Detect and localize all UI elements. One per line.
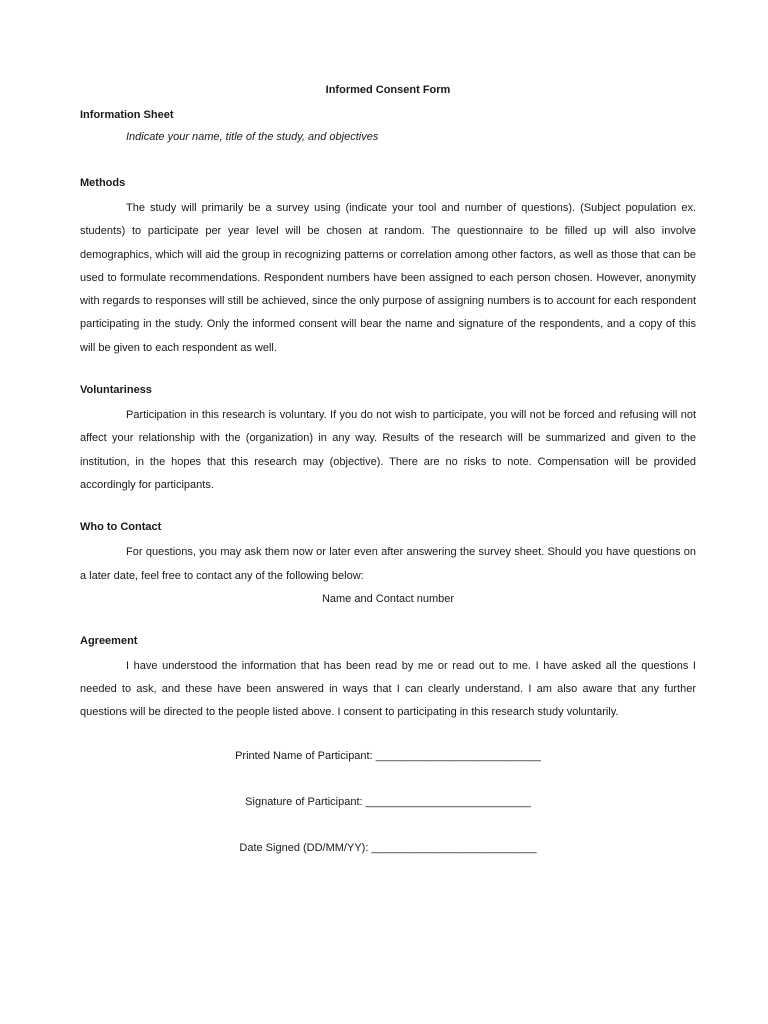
agreement-section xyxy=(80,634,696,725)
who-to-contact-heading: Who to Contact xyxy=(80,521,162,534)
voluntariness-heading: Voluntariness xyxy=(80,384,152,397)
date-signed-field[interactable]: Date Signed (DD/MM/YY): ___________________________ xyxy=(239,841,537,854)
methods-heading: Methods xyxy=(80,177,126,189)
section-spacer xyxy=(80,497,696,520)
methods-section xyxy=(80,176,696,360)
printed-name-field[interactable]: Printed Name of Participant: ___________________________ xyxy=(235,749,541,762)
agreement-heading: Agreement xyxy=(80,634,138,647)
contact-info-line: Name and Contact number xyxy=(321,592,455,605)
signature-field[interactable]: Signature of Participant: ___________________________ xyxy=(245,795,531,808)
section-spacer xyxy=(80,360,696,383)
signature-block xyxy=(80,749,696,855)
agreement-paragraph: I have understood the information that has been read by me or read out to me. I have asked all the questions I needed to ask, and these have been answered in ways that I can clearly understand. I am also aware that any further questions will be directed to the people listed above. I consent to participating in this research study voluntarily. xyxy=(80,659,696,719)
who-to-contact-section xyxy=(80,520,696,611)
information-sheet-section xyxy=(80,108,696,144)
information-sheet-heading: Information Sheet xyxy=(80,109,174,121)
who-to-contact-paragraph: For questions, you may ask them now or later even after answering the survey sheet. Should you have questions on a later date, feel free to contact any of the following below: xyxy=(80,546,696,582)
voluntariness-paragraph: Participation in this research is voluntary. If you do not wish to participate, you will not be forced and refusing will not affect your relationship with the (organization) in any way. Results of the research will be summarized and given to the institution, in the hopes that this research may (objective). There are no risks to note. Compensation will be provided accordingly for participants. xyxy=(80,409,696,491)
methods-paragraph: The study will primarily be a survey using (indicate your tool and number of questions). (Subject population ex. students) to participate per year level will be chosen at random. The questionnaire to be filled up will also involve demographics, which will aid the group in recognizing patterns or correlation among other factors, as well as those that can be used to formulate recommendations. Respondent numbers have been assigned to each person chosen. However, anonymity with regards to responses will still be achieved, since the only purpose of assigning numbers is to account for each respondent participating in the study. Only the informed consent will bear the name and signature of the respondents, and a copy of this will be given to each respondent as well. xyxy=(80,202,696,354)
section-spacer xyxy=(80,611,696,634)
voluntariness-section xyxy=(80,383,696,497)
information-sheet-instruction: Indicate your name, title of the study, and objectives xyxy=(126,131,379,143)
section-spacer xyxy=(80,144,696,176)
document-title: Informed Consent Form xyxy=(325,84,451,96)
